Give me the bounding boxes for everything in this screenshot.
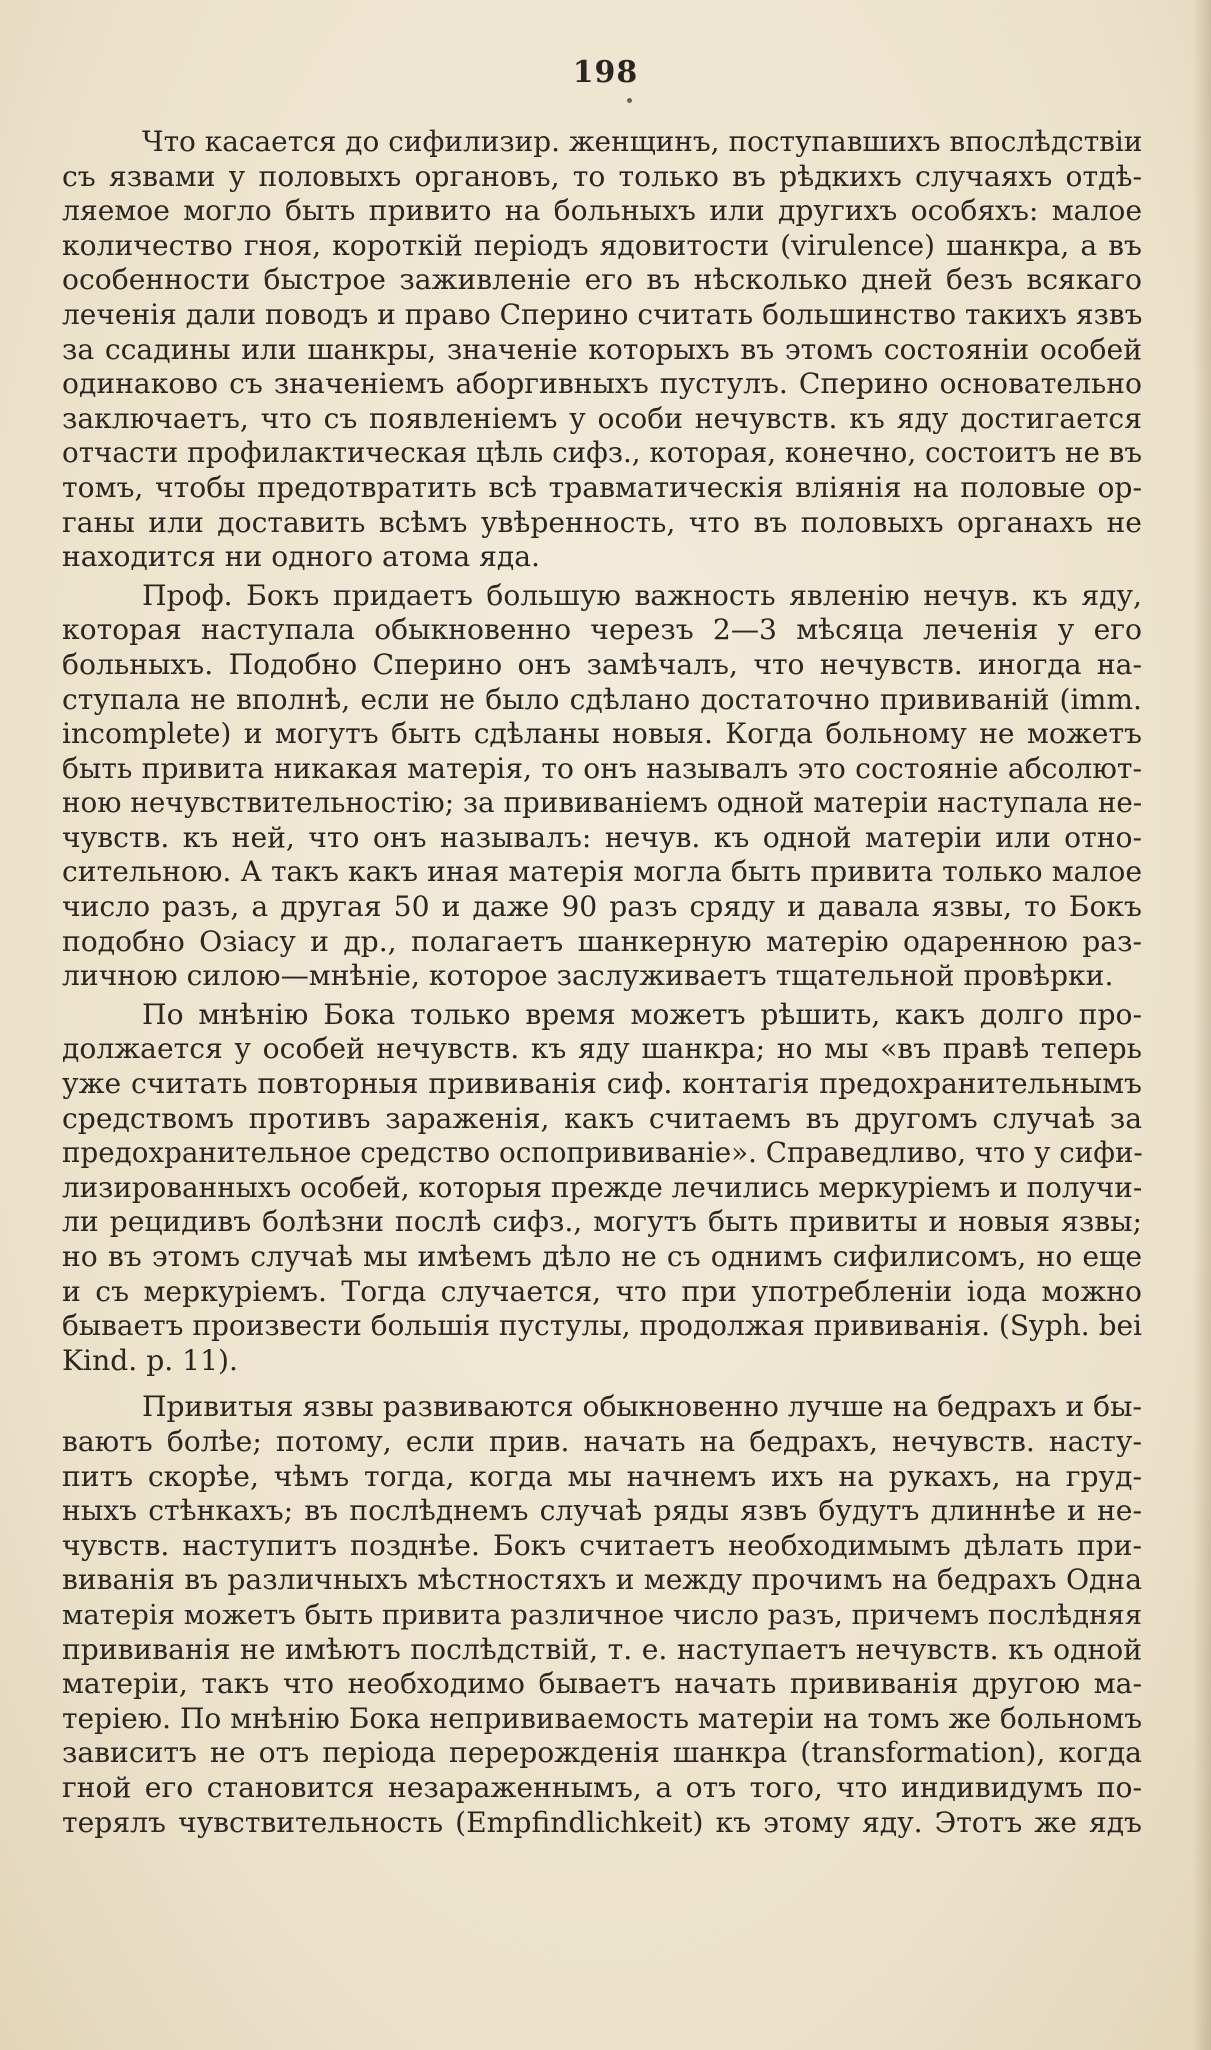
paragraph-4 xyxy=(62,1390,1142,1840)
text-line: матерія можетъ быть привита различное число разъ, причемъ послѣдняя xyxy=(62,1598,1143,1631)
text-line: быть привита никакая матерія, то онъ называлъ это состояніе абсолют- xyxy=(62,751,1142,785)
text-line: чувств. къ ней, что онъ называлъ: нечув. къ одной матеріи или отно- xyxy=(62,820,1142,854)
text-line: Проф. Бокъ придаетъ большую важность явленію нечув. къ яду, xyxy=(142,578,1142,612)
text-line: теріею. По мнѣнію Бока непрививаемость матеріи на томъ же больномъ xyxy=(62,1701,1143,1735)
text-line: количество гноя, короткій періодъ ядовитости (virulence) шанкра, а въ xyxy=(62,228,1142,262)
text-line: число разъ, а другая 50 и даже 90 разъ сряду и давала язвы, то Бокъ xyxy=(62,890,1142,924)
text-line: Что касается до сифилизир. женщинъ, поступавшихъ впослѣдствіи xyxy=(142,125,1143,158)
text-line: личною силою—мнѣніе, которое заслуживаетъ тщательной провѣрки. xyxy=(62,959,1114,993)
text-line: питъ скорѣе, чѣмъ тогда, когда мы начнемъ ихъ на рукахъ, на груд- xyxy=(62,1459,1142,1493)
text-line: ляемое могло быть привито на больныхъ или другихъ особяхъ: малое xyxy=(62,194,1142,228)
text-line: ною нечувствительностію; за прививаніемъ одной матеріи наступала не- xyxy=(62,786,1143,820)
text-line: ныхъ стѣнкахъ; въ послѣднемъ случаѣ ряды язвъ будутъ длиннѣе и не- xyxy=(62,1494,1142,1528)
text-line: Привитыя язвы развиваются обыкновенно лучше на бедрахъ и бы- xyxy=(142,1390,1142,1424)
text-line: томъ, чтобы предотвратить всѣ травматическія вліянія на половые ор- xyxy=(62,470,1142,504)
text-line: больныхъ. Подобно Сперино онъ замѣчалъ, что нечувств. иногда на- xyxy=(62,647,1142,681)
text-line: лизированныхъ особей, которыя прежде лечились меркуріемъ и получи- xyxy=(62,1170,1143,1204)
text-line: находится ни одного атома яда. xyxy=(62,540,541,574)
text-line: матеріи, такъ что необходимо бываетъ начать прививанія другою ма- xyxy=(62,1667,1142,1701)
text-line: одинаково съ значеніемъ аборгивныхъ пустулъ. Сперино основательно xyxy=(62,367,1142,401)
body-text xyxy=(62,125,1142,1840)
text-line: ганы или доставить всѣмъ увѣренность, что въ половыхъ органахъ не xyxy=(62,505,1142,539)
text-line: должается у особей нечувств. къ яду шанкра; но мы «въ правѣ теперь xyxy=(62,1032,1142,1066)
text-line: гной его становится незараженнымъ, а отъ того, что индивидумъ по- xyxy=(62,1770,1142,1804)
text-line: прививанія не имѣютъ послѣдствій, т. е. наступаетъ нечувств. къ одной xyxy=(62,1632,1142,1666)
text-line: отчасти профилактическая цѣль сифз., которая, конечно, состоитъ не въ xyxy=(62,436,1143,470)
paragraph-1 xyxy=(62,125,1142,575)
text-line: сительною. А такъ какъ иная матерія могла быть привита только малое xyxy=(62,855,1142,889)
text-line: бываетъ произвести большія пустулы, продолжая прививанія. (Syph. bei xyxy=(62,1309,1142,1343)
text-line: средствомъ противъ зараженія, какъ считаемъ въ другомъ случаѣ за xyxy=(62,1101,1142,1135)
text-line: ваютъ болѣе; потому, если прив. начать на бедрахъ, нечувств. насту- xyxy=(62,1424,1142,1458)
ink-dot xyxy=(627,98,632,103)
text-line: incomplete) и могутъ быть сдѣланы новыя. Когда больному не можетъ xyxy=(62,717,1142,751)
page-number: 198 xyxy=(572,55,639,90)
text-line: предохранительное средство оспопрививаніе». Справедливо, что у сифи- xyxy=(62,1136,1143,1170)
text-line: но въ этомъ случаѣ мы имѣемъ дѣло не съ однимъ сифилисомъ, но еще xyxy=(62,1240,1142,1273)
text-line: которая наступала обыкновенно черезъ 2—3 мѣсяца леченія у его xyxy=(62,613,1142,647)
text-line: По мнѣнію Бока только время можетъ рѣшить, какъ долго про- xyxy=(142,997,1142,1031)
text-line: ступала не вполнѣ, если не было сдѣлано достаточно прививаній (imm. xyxy=(62,682,1142,716)
page-edge-shadow xyxy=(1193,0,1211,2050)
text-line: уже считать повторныя прививанія сиф. контагія предохранительнымъ xyxy=(62,1067,1142,1101)
text-line: леченія дали поводъ и право Сперино считать большинство такихъ язвъ xyxy=(62,297,1143,331)
paragraph-3 xyxy=(62,998,1142,1379)
text-line: и съ меркуріемъ. Тогда случается, что при употребленіи іода можно xyxy=(62,1274,1142,1308)
text-line: зависитъ не отъ періода перерожденія шанкра (transformation), когда xyxy=(62,1736,1142,1770)
text-line: подобно Озіасу и др., полагаетъ шанкерную матерію одаренною раз- xyxy=(62,924,1142,958)
text-line: за ссадины или шанкры, значеніе которыхъ въ этомъ состояніи особей xyxy=(62,332,1142,366)
text-line: особенности быстрое заживленіе его въ нѣсколько дней безъ всякаго xyxy=(62,263,1142,297)
text-line: ли рецидивъ болѣзни послѣ сифз., могутъ быть привиты и новыя язвы; xyxy=(62,1205,1142,1239)
text-line: съ язвами у половыхъ органовъ, то только въ рѣдкихъ случаяхъ отдѣ- xyxy=(62,159,1142,193)
text-line: терялъ чувствительность (Empfindlichkeit) къ этому яду. Этотъ же ядъ xyxy=(62,1805,1142,1839)
text-line: чувств. наступитъ позднѣе. Бокъ считаетъ необходимымъ дѣлать при- xyxy=(62,1528,1142,1562)
text-line: виванія въ различныхъ мѣстностяхъ и между прочимъ на бедрахъ Одна xyxy=(62,1563,1142,1597)
paragraph-2 xyxy=(62,579,1142,994)
text-line: Kind. p. 11). xyxy=(62,1343,238,1377)
text-line: заключаетъ, что съ появленіемъ у особи нечувств. къ яду достигается xyxy=(62,401,1142,435)
